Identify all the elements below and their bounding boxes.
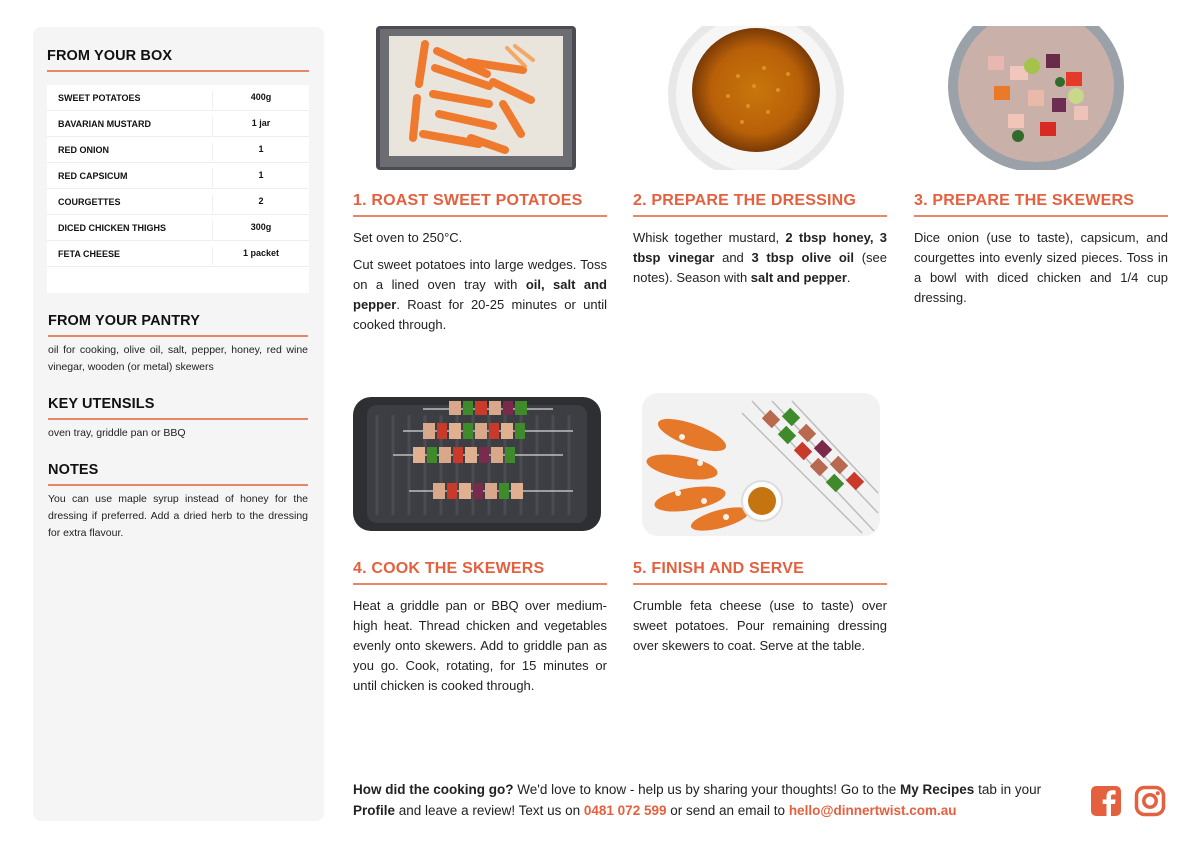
ingredient-name: RED CAPSICUM: [58, 171, 128, 181]
divider: [47, 70, 309, 72]
text: or send an email to: [666, 803, 789, 818]
step-4-title: 4. COOK THE SKEWERS: [353, 560, 545, 577]
key-utensils-heading: KEY UTENSILS: [48, 396, 155, 412]
step-5-para-1: Crumble feta cheese (use to taste) over sweet potatoes. Pour remaining dressing over skewers to coat. Serve at the table.: [633, 598, 887, 653]
step-1-para-2: [353, 255, 607, 335]
ingredient-name: DICED CHICKEN THIGHS: [58, 223, 167, 233]
notes-heading: NOTES: [48, 462, 99, 478]
text-bold: 2 tbsp honey, 3 tbsp vinegar: [633, 230, 888, 265]
divider: [48, 418, 308, 420]
box-ingredients-table: [47, 85, 309, 293]
text: Cut sweet potatoes into large wedges. Toss on a lined oven tray with: [353, 257, 607, 292]
step-2-title: 2. PREPARE THE DRESSING: [633, 192, 857, 209]
phone-link[interactable]: 0481 072 599: [583, 803, 667, 818]
text: and leave a review! Text us on: [395, 803, 584, 818]
text: (see notes). Season with: [633, 250, 888, 285]
text: .: [846, 270, 851, 285]
step-5-body: [633, 596, 887, 663]
ingredient-qty: 300g: [212, 221, 309, 239]
footer-question: How did the cooking go?: [353, 782, 514, 797]
divider: [353, 215, 607, 217]
table-row: [47, 137, 309, 163]
ingredient-name: FETA CHEESE: [58, 249, 121, 259]
table-row: [47, 189, 309, 215]
divider: [353, 583, 607, 585]
text: and: [714, 250, 752, 265]
step-4-body: [353, 596, 607, 703]
ingredient-qty: 1: [212, 169, 309, 187]
ingredient-qty: 400g: [212, 91, 309, 109]
feedback-footer: [353, 779, 1073, 821]
skewers-griddle-photo: [353, 395, 601, 534]
step-4-para-1: Heat a griddle pan or BBQ over medium-high heat. Thread chicken and vegetables evenly onto skewers. Add to griddle pan as you go. Cook, rotating, for 15 minutes or until chicken is cooked through.: [353, 598, 607, 693]
table-row: [47, 85, 309, 111]
profile-link[interactable]: Profile: [353, 803, 396, 818]
divider: [914, 215, 1168, 217]
divider: [48, 335, 308, 337]
email-link[interactable]: hello@dinnertwist.com.au: [788, 803, 957, 818]
step-5-title: 5. FINISH AND SERVE: [633, 560, 804, 577]
skewer-ingredients-bowl-photo: [948, 26, 1124, 170]
ingredient-qty: 1: [212, 143, 309, 161]
dressing-bowl-photo: [668, 26, 844, 170]
text-bold: oil, salt and pepper: [353, 277, 607, 312]
ingredient-qty: 1 jar: [212, 117, 309, 135]
ingredient-name: COURGETTES: [58, 197, 121, 207]
instagram-icon[interactable]: [1134, 785, 1166, 817]
table-row: [47, 241, 309, 267]
from-your-box-heading: FROM YOUR BOX: [47, 48, 173, 64]
step-1-para-1: Set oven to 250°C.: [353, 230, 463, 245]
ingredient-name: RED ONION: [58, 145, 110, 155]
step-2-para-1: [633, 228, 887, 288]
my-recipes-link[interactable]: My Recipes: [900, 782, 975, 797]
text-bold: salt and pepper: [750, 270, 847, 285]
step-3-title: 3. PREPARE THE SKEWERS: [914, 192, 1135, 209]
ingredient-name: SWEET POTATOES: [58, 93, 141, 103]
divider: [48, 484, 308, 486]
from-your-pantry-heading: FROM YOUR PANTRY: [48, 313, 200, 329]
ingredient-qty: 2: [212, 195, 309, 213]
divider: [633, 583, 887, 585]
roast-sweet-potatoes-photo: [375, 26, 577, 170]
table-row: [47, 215, 309, 241]
step-2-body: [633, 228, 887, 295]
table-row: [47, 163, 309, 189]
text: . Roast for 20-25 minutes or until cooked through.: [353, 297, 607, 332]
utensils-text: oven tray, griddle pan or BBQ: [48, 427, 186, 439]
text: We'd love to know - help us by sharing your thoughts! Go to the: [513, 782, 901, 797]
pantry-text: oil for cooking, olive oil, salt, pepper, honey, red wine vinegar, wooden (or metal) skewers: [48, 344, 308, 373]
step-1-title: 1. ROAST SWEET POTATOES: [353, 192, 583, 209]
ingredient-name: BAVARIAN MUSTARD: [58, 119, 151, 129]
table-row: [47, 111, 309, 137]
facebook-icon[interactable]: [1090, 785, 1122, 817]
finished-dish-photo: [642, 393, 880, 536]
ingredient-qty: 1 packet: [212, 247, 309, 265]
step-1-body: [353, 228, 607, 342]
notes-text: You can use maple syrup instead of honey for the dressing if preferred. Add a dried herb to the dressing for extra flavour.: [48, 493, 308, 539]
text-bold: 3 tbsp olive oil: [751, 250, 855, 265]
step-3-para-1: Dice onion (use to taste), capsicum, and courgettes into evenly sized pieces. Toss in a bowl with diced chicken and 1/4 cup dressing.: [914, 230, 1168, 305]
text: tab in your: [974, 782, 1042, 797]
text: Whisk together mustard,: [633, 230, 786, 245]
divider: [633, 215, 887, 217]
step-3-body: [914, 228, 1168, 315]
